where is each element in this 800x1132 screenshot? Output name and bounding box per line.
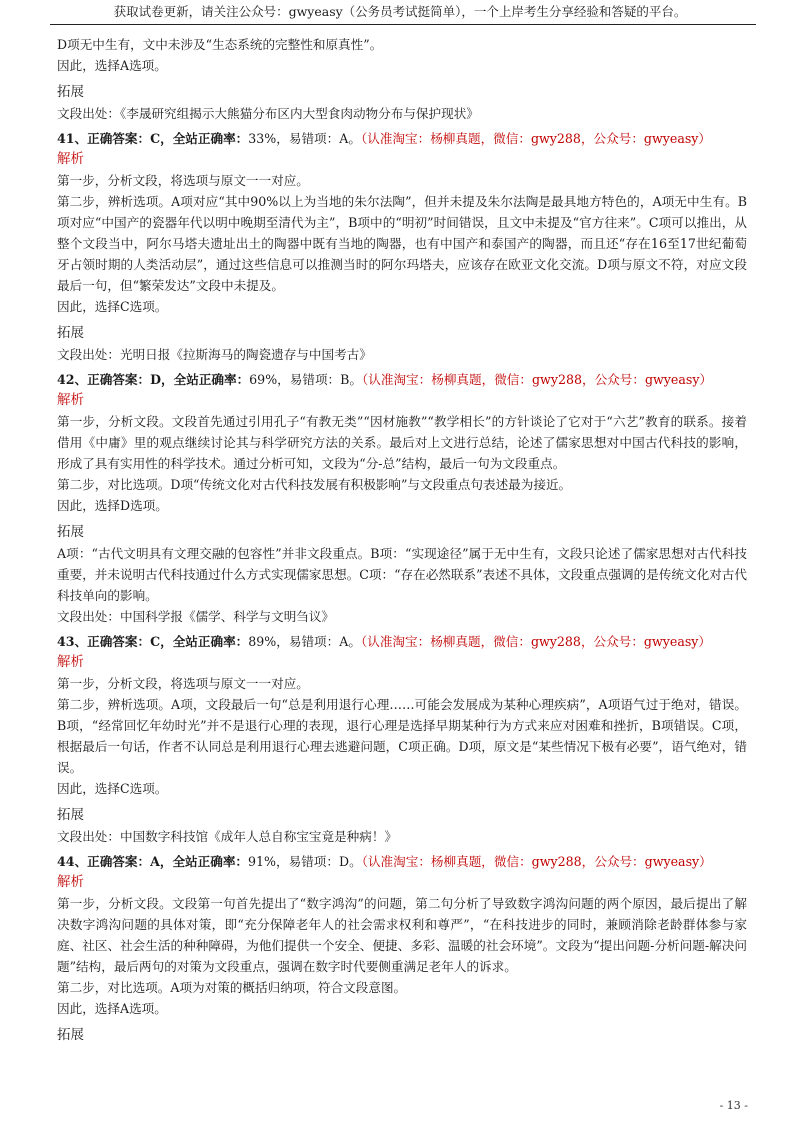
q44-analysis-label: 解析 xyxy=(57,874,84,890)
q44-answer: 44、正确答案：A，全站正确率： xyxy=(57,854,249,869)
q43-analysis-label: 解析 xyxy=(57,654,84,670)
q42-step1: 第一步，分析文段。文段首先通过引用孔子“有教无类”“因材施教”“教学相长”的方针谈论了它对于“六艺”教育的联系。接着借用《中庸》里的观点继续讨论其与科学研究方法的关系。最后对上文进行总结，论述了儒家思想对中国古代科技的影响，形成了具有实用性的科学技术。通过分析可知，文段为“分-总”结构，最后一句为文段重点。 xyxy=(57,414,747,471)
q42-source: 文段出处：中国科学报《儒学、科学与文明刍议》 xyxy=(57,609,335,624)
q42-answer: 42、正确答案：D，全站正确率： xyxy=(57,372,250,387)
q43-expand-label: 拓展 xyxy=(57,807,84,823)
q41-answer: 41、正确答案：C，全站正确率： xyxy=(57,131,249,146)
q43-promo: （认准淘宝：杨柳真题，微信：gwy288，公众号：gwyeasy） xyxy=(360,634,712,649)
q41-source: 文段出处：光明日报《拉斯海马的陶瓷遗存与中国考古》 xyxy=(57,347,372,362)
q41-conclusion: 因此，选择C选项。 xyxy=(57,299,168,314)
q44-promo: （认准淘宝：杨柳真题，微信：gwy288，公众号：gwyeasy） xyxy=(361,854,712,869)
q44-expand-label: 拓展 xyxy=(57,1027,84,1043)
q44-answer-line xyxy=(57,851,747,872)
prev-conclusion: 因此，选择A选项。 xyxy=(57,58,167,73)
prev-source: 文段出处：《李晟研究组揭示大熊猫分布区内大型食肉动物分布与保护现状》 xyxy=(57,106,479,121)
prev-expand-label: 拓展 xyxy=(57,84,84,100)
q42-promo: （认准淘宝：杨柳真题，微信：gwy288，公众号：gwyeasy） xyxy=(361,372,713,387)
q41-step1: 第一步，分析文段，将选项与原文一一对应。 xyxy=(57,173,309,188)
q41-analysis-label: 解析 xyxy=(57,151,84,167)
q42-answer-rest: 69%，易错项：B。 xyxy=(249,372,362,387)
q43-step1: 第一步，分析文段，将选项与原文一一对应。 xyxy=(57,676,309,691)
q42-analysis-label: 解析 xyxy=(57,392,84,408)
q44-step1: 第一步，分析文段。文段第一句首先提出了“数字鸿沟”的问题，第二句分析了导致数字鸿沟问题的两个原因，最后提出了解决数字鸿沟问题的具体对策，即“充分保障老年人的社会需求权利和尊严”，“在科技进步的同时，兼顾消除老龄群体参与家庭、社区、社会生活的种种障碍，为他们提供一个安全、便捷、多彩、温暖的社会环境”。文段为“提出问题-分析问题-解决问题”结构，最后两句的对策为文段重点，强调在数字时代要侧重满足老年人的诉求。 xyxy=(57,896,747,974)
q44-conclusion: 因此，选择A选项。 xyxy=(57,1001,167,1016)
q41-expand-label: 拓展 xyxy=(57,325,84,341)
q43-answer: 43、正确答案：C，全站正确率： xyxy=(57,634,249,649)
q42-step2: 第二步，对比选项。D项“传统文化对古代科技发展有积极影响”与文段重点句表述最为接近。 xyxy=(57,477,572,492)
q43-conclusion: 因此，选择C选项。 xyxy=(57,781,168,796)
q41-promo: （认准淘宝：杨柳真题，微信：gwy288，公众号：gwyeasy） xyxy=(360,131,712,146)
prev-d-option-line: D项无中生有，文中未涉及“生态系统的完整性和原真性”。 xyxy=(57,37,383,52)
q42-conclusion: 因此，选择D选项。 xyxy=(57,498,168,513)
q42-answer-line xyxy=(57,369,747,390)
header-rule xyxy=(50,24,756,25)
q43-answer-line xyxy=(57,631,747,652)
q42-expand-label: 拓展 xyxy=(57,524,84,540)
q41-answer-line xyxy=(57,128,747,149)
page-header: 获取试卷更新，请关注公众号：gwyeasy（公务员考试挺简单），一个上岸考生分享经验和答疑的平台。 xyxy=(113,4,687,19)
q43-answer-rest: 89%，易错项：A。 xyxy=(248,634,361,649)
page-number: - 13 - xyxy=(719,1099,748,1112)
q44-answer-rest: 91%，易错项：D。 xyxy=(248,854,362,869)
q41-answer-rest: 33%，易错项：A。 xyxy=(248,131,361,146)
q42-expand: A项：“古代文明具有文理交融的包容性”并非文段重点。B项：“实现途径”属于无中生有，文段只论述了儒家思想对古代科技重要，并未说明古代科技通过什么方式实现儒家思想。C项：“存在必然联系”表述不具体，文段重点强调的是传统文化对古代科技单向的影响。 xyxy=(57,546,747,603)
q41-step2: 第二步，辨析选项。A项对应“其中90%以上为当地的朱尔法陶”，但并未提及朱尔法陶是最具地方特色的，A项无中生有。B项对应“中国产的瓷器年代以明中晚期至清代为主”，B项中的“明初”时间错误，且文中未提及“官方往来”。C项可以推出，从整个文段当中，阿尔马塔夫遗址出土的陶器中既有当地的陶器，也有中国产和泰国产的陶器，而且还“存在16至17世纪葡萄牙占领时期的人类活动层”，通过这些信息可以推测当时的阿尔玛塔夫，应该存在欧亚文化交流。D项与原文不符，对应文段最后一句，但“繁荣发达”文段中未提及。 xyxy=(57,194,747,293)
document-body xyxy=(57,34,747,1046)
q43-step2: 第二步，辨析选项。A项，文段最后一句“总是利用退行心理……可能会发展成为某种心理疾病”，A项语气过于绝对，错误。B项，“经常回忆年幼时光”并不是退行心理的表现，退行心理是选择早期某种行为方式来应对困难和挫折，B项错误。C项，根据最后一句话，作者不认同总是利用退行心理去逃避问题，C项正确。D项，原文是“某些情况下极有必要”，语气绝对，错误。 xyxy=(57,697,747,775)
q43-source: 文段出处：中国数字科技馆《成年人总自称宝宝竟是种病！》 xyxy=(57,829,398,844)
q44-step2: 第二步，对比选项。A项为对策的概括归纳项，符合文段意图。 xyxy=(57,980,407,995)
